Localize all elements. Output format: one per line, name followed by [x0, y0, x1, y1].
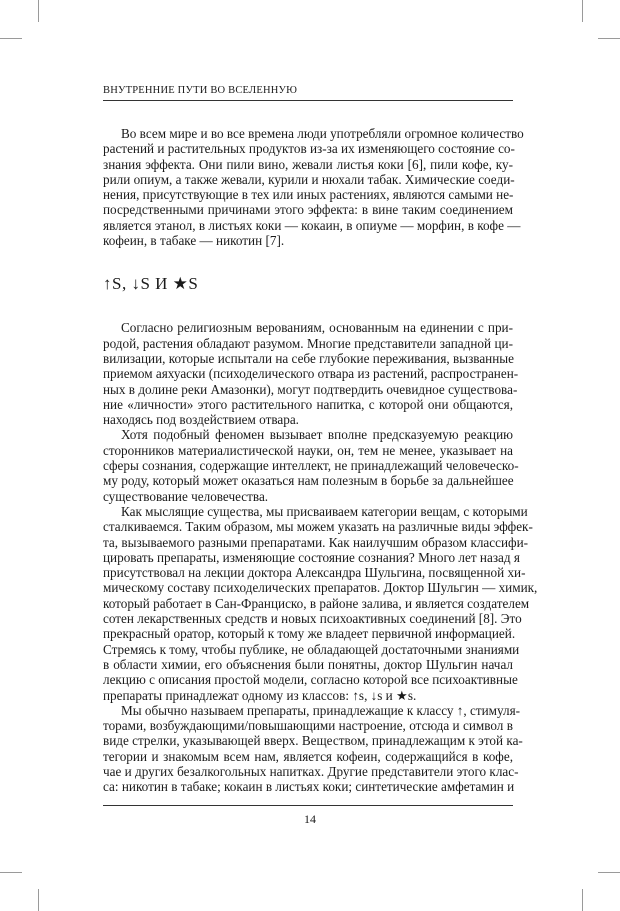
- crop-mark: [0, 38, 22, 39]
- text-line: Мы обычно называем препараты, принадлежащие к классу ↑, стимуля-: [121, 702, 521, 718]
- text-line: та, вызываемого разными препаратами. Как наилучшим образом классифи-: [103, 534, 529, 550]
- text-line: вилизации, которые испытали на себе глубокие переживания, вызванные: [103, 350, 515, 366]
- text-line: в области химии, его объяснения были понятны, доктор Шульгин начал: [103, 656, 513, 672]
- paragraphs-before-heading: [103, 126, 524, 249]
- footer-rule: [103, 805, 513, 806]
- text-line: является этанол, в листьях коки — кокаин, в опиуме — морфин, в кофе —: [103, 217, 521, 233]
- text-line: присутствовал на лекции доктора Александра Шульгина, посвященной хи-: [103, 565, 526, 581]
- text-line: сталкиваемся. Таким образом, мы можем указать на различные виды эффек-: [103, 519, 533, 535]
- text-line: ние «личности» этого растительного напитка, с которой они общаются,: [103, 396, 513, 412]
- text-line: ных в долине реки Амазонки), могут подтвердить очевидное существова-: [103, 381, 518, 397]
- text-line: лекцию с описания простой модели, согласно которой все психоактивные: [103, 672, 518, 688]
- paragraph: [103, 503, 538, 703]
- paragraph: [103, 320, 519, 428]
- text-line: Стремясь к тому, чтобы публике, не обладающей достаточными знаниями: [103, 641, 520, 657]
- text-line: сотен лекарственных средств и новых психоактивных соединений [8]. Это: [103, 611, 522, 627]
- text-line: посредственными причинами этого эффекта: в вине таким соединением: [103, 202, 513, 218]
- text-line: Согласно религиозным верованиям, основанным на единении с при-: [121, 320, 513, 336]
- text-line: кофеин, в табаке — никотин [7].: [103, 233, 285, 249]
- crop-mark: [598, 38, 620, 39]
- text-line: существование человечества.: [103, 488, 269, 504]
- text-line: препараты принадлежат одному из классов: ↑s, ↓s и ★s.: [103, 687, 417, 703]
- crop-mark: [38, 0, 39, 22]
- running-head: ВНУТРЕННИЕ ПУТИ ВО ВСЕЛЕННУЮ: [103, 85, 298, 96]
- text-line: приемом аяхуаски (психоделического отвара из растений, распространен-: [103, 366, 519, 382]
- section-heading: ↑S, ↓S И ★S: [103, 274, 199, 294]
- paragraph: [103, 427, 519, 504]
- text-line: мическому составу психоделических препаратов. Доктор Шульгин — химик,: [103, 580, 538, 596]
- paragraphs-after-heading: [103, 320, 538, 795]
- text-line: са: никотин в табаке; кокаин в листьях коки; синтетические амфетамин и: [103, 779, 515, 795]
- body-text: [103, 126, 538, 795]
- text-line: нения, присутствующие в тех или иных растениях, являются самыми не-: [103, 187, 514, 203]
- crop-mark: [582, 0, 583, 22]
- paragraph: [103, 126, 524, 249]
- text-line: растений и растительных продуктов из-за их изменяющего состояние со-: [103, 141, 515, 157]
- text-line: рили опиум, а также жевали, курили и нюхали табак. Химические соеди-: [103, 171, 515, 187]
- text-line: Во всем мире и во все времена люди употребляли огромное количество: [121, 126, 524, 141]
- text-line: виде стрелки, указывающей вверх. Веществом, принадлежащим к этой ка-: [103, 733, 523, 749]
- crop-mark: [582, 889, 583, 911]
- text-line: сторонников материалистической науки, он, тем не менее, указывает на: [103, 442, 513, 458]
- text-line: знания эффекта. Они пили вино, жевали листья коки [6], пили кофе, ку-: [103, 156, 513, 172]
- text-line: тегории и знакомым всем нам, является кофеин, содержащийся в кофе,: [103, 748, 513, 764]
- page-number: 14: [304, 812, 316, 826]
- text-line: цировать препараты, изменяющие состояние сознания? Много лет назад я: [103, 549, 520, 565]
- text-line: Хотя подобный феномен вызывает вполне предсказуемую реакцию: [121, 427, 513, 443]
- text-line: находясь под воздействием отвара.: [103, 412, 299, 428]
- header-rule: [103, 100, 513, 101]
- text-line: му роду, который может оказаться нам полезным в борьбе за дальнейшее: [103, 473, 514, 489]
- text-line: который работает в Сан-Франциско, в районе залива, и является создателем: [103, 595, 530, 611]
- crop-mark: [38, 889, 39, 911]
- text-line: торами, возбуждающими/повышающими настроение, отсюда и символ в: [103, 718, 513, 734]
- crop-mark: [598, 872, 620, 873]
- text-line: родой, растения обладают разумом. Многие представители западной ци-: [103, 335, 513, 351]
- paragraph: [103, 702, 523, 795]
- text-line: чае и других безалкогольных напитках. Другие представители этого клас-: [103, 763, 519, 779]
- crop-mark: [0, 872, 22, 873]
- text-line: Как мыслящие существа, мы присваиваем категории вещам, с которыми: [121, 503, 528, 519]
- text-line: прекрасный оратор, который к тому же владеет первичной информацией.: [103, 626, 516, 642]
- text-line: сферы сознания, содержащие интеллект, не принадлежащий человеческо-: [103, 458, 519, 474]
